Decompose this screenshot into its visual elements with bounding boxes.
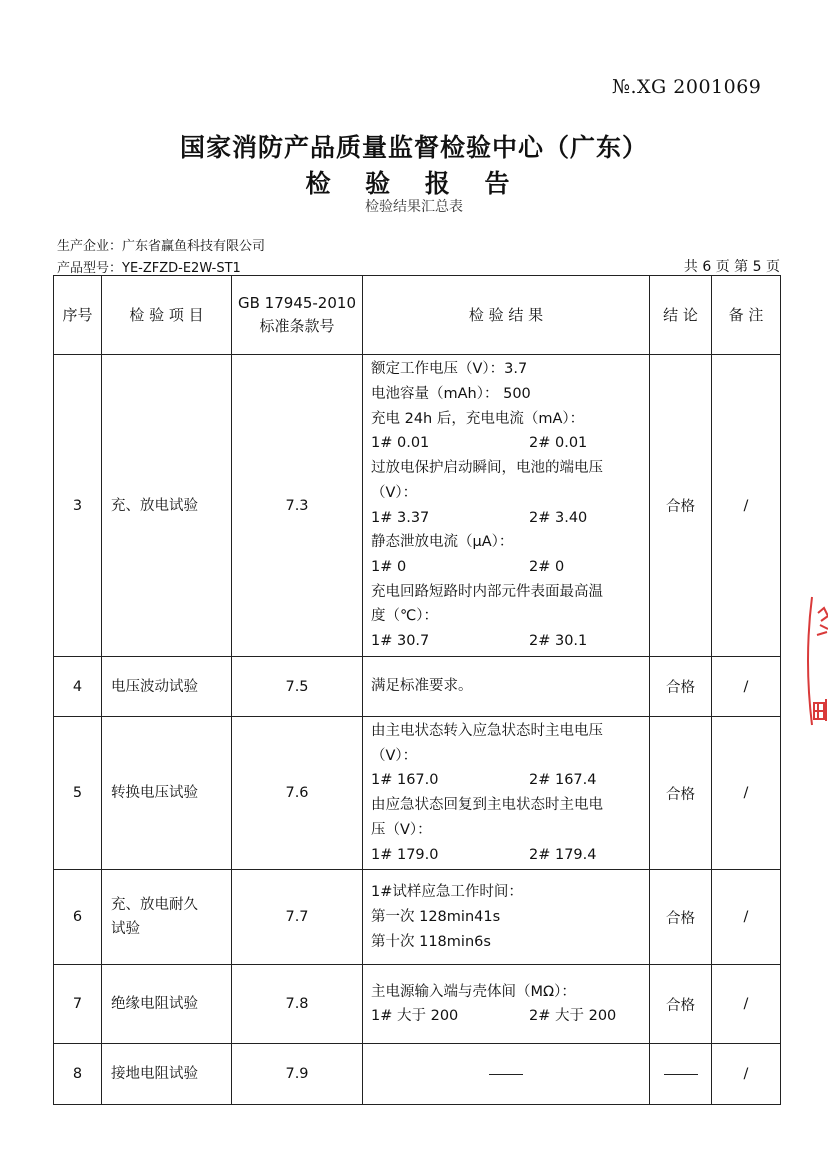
sample-2-value: 2# 179.4 xyxy=(529,846,597,863)
row-no: 4 xyxy=(54,657,102,717)
report-title: 国家消防产品质量监督检验中心（广东） xyxy=(179,133,648,162)
sample-1-value: 1# 0 xyxy=(371,558,407,575)
header-clause-label: 标准条款号 xyxy=(259,317,335,335)
row-clause: 7.7 xyxy=(232,870,363,965)
result-line: （V）： xyxy=(371,747,418,764)
row-conclusion: 合格 xyxy=(650,965,712,1044)
table-row xyxy=(54,870,781,965)
sample-2-value: 2# 0.01 xyxy=(529,435,588,452)
page-info: 共 6 页 第 5 页 xyxy=(683,259,780,275)
table-caption: 检验结果汇总表 xyxy=(365,199,463,215)
table-header-row xyxy=(54,276,781,355)
sample-2-value: 2# 3.40 xyxy=(529,509,588,526)
header-no: 序号 xyxy=(54,276,102,355)
sample-1-value: 1# 3.37 xyxy=(371,509,430,526)
header-clause xyxy=(232,276,363,355)
row-clause: 7.9 xyxy=(232,1044,363,1105)
row-remark: / xyxy=(712,657,781,717)
result-pair xyxy=(371,506,645,531)
product-model: 产品型号：YE-ZFZD-E2W-ST1 xyxy=(57,261,241,276)
row-conclusion: 合格 xyxy=(650,717,712,870)
row-conclusion xyxy=(650,1044,712,1105)
sample-2-value: 2# 167.4 xyxy=(529,772,597,789)
row-item xyxy=(102,870,232,965)
result-line: 由应急状态回复到主电状态时主电电 xyxy=(371,797,603,814)
header-item: 检 验 项 目 xyxy=(102,276,232,355)
row-conclusion: 合格 xyxy=(650,870,712,965)
result-line: 电池容量（mAh）： 500 xyxy=(371,385,531,402)
row-remark: / xyxy=(712,1044,781,1105)
result-line: 1#试样应急工作时间： xyxy=(371,884,523,901)
report-subtitle: 检 验 报 告 xyxy=(305,169,523,198)
table-row xyxy=(54,717,781,870)
result-pair xyxy=(371,768,645,793)
row-no: 3 xyxy=(54,355,102,657)
header-conclusion: 结 论 xyxy=(650,276,712,355)
manufacturer: 生产企业：广东省赢鱼科技有限公司 xyxy=(57,239,266,254)
sample-1-value: 1# 0.01 xyxy=(371,435,430,452)
result-line: 第十次 118min6s xyxy=(371,933,491,950)
row-conclusion: 合格 xyxy=(650,355,712,657)
row-result xyxy=(363,717,650,870)
row-clause: 7.5 xyxy=(232,657,363,717)
result-pair xyxy=(371,431,645,456)
sample-1-value: 1# 30.7 xyxy=(371,633,430,650)
row-result xyxy=(363,355,650,657)
row-clause: 7.6 xyxy=(232,717,363,870)
table-row xyxy=(54,657,781,717)
table-row xyxy=(54,965,781,1044)
sample-2-value: 2# 0 xyxy=(529,558,565,575)
row-item: 充、放电试验 xyxy=(102,355,232,657)
row-result xyxy=(363,657,650,717)
result-line: 度（℃）： xyxy=(371,608,439,625)
row-remark: / xyxy=(712,870,781,965)
row-no: 8 xyxy=(54,1044,102,1105)
row-clause: 7.8 xyxy=(232,965,363,1044)
result-line: 第一次 128min41s xyxy=(371,908,501,925)
row-remark: / xyxy=(712,717,781,870)
result-pair xyxy=(371,629,645,654)
result-line: 静态泄放电流（μA）： xyxy=(371,534,514,551)
row-result xyxy=(363,965,650,1044)
result-line: （V）： xyxy=(371,484,418,501)
table-row xyxy=(54,355,781,657)
sample-2-value: 2# 30.1 xyxy=(529,633,588,650)
sample-1-value: 1# 大于 200 xyxy=(371,1008,459,1025)
row-item: 电压波动试验 xyxy=(102,657,232,717)
row-remark: / xyxy=(712,965,781,1044)
row-result xyxy=(363,870,650,965)
row-item-line: 充、放电耐久 xyxy=(111,897,198,914)
row-item: 绝缘电阻试验 xyxy=(102,965,232,1044)
result-pair xyxy=(371,555,645,580)
row-item: 接地电阻试验 xyxy=(102,1044,232,1105)
result-line: 满足标准要求。 xyxy=(371,678,473,695)
row-item: 转换电压试验 xyxy=(102,717,232,870)
header-remark: 备 注 xyxy=(712,276,781,355)
row-no: 5 xyxy=(54,717,102,870)
result-line: 压（V）： xyxy=(371,821,432,838)
row-no: 6 xyxy=(54,870,102,965)
sample-1-value: 1# 179.0 xyxy=(371,846,439,863)
result-pair xyxy=(371,1004,645,1029)
header-result: 检 验 结 果 xyxy=(363,276,650,355)
sample-1-value: 1# 167.0 xyxy=(371,772,439,789)
header-clause-standard: GB 17945-2010 xyxy=(238,294,356,312)
row-remark: / xyxy=(712,355,781,657)
row-no: 7 xyxy=(54,965,102,1044)
results-table xyxy=(53,275,781,1105)
result-line: 由主电状态转入应急状态时主电电压 xyxy=(371,723,603,739)
result-line: 充电 24h 后，充电电流（mA）： xyxy=(371,410,585,427)
empty-dash xyxy=(489,1074,523,1075)
result-line: 过放电保护启动瞬间，电池的端电压 xyxy=(371,460,603,477)
result-line: 充电回路短路时内部元件表面最高温 xyxy=(371,583,603,600)
row-result xyxy=(363,1044,650,1105)
row-conclusion: 合格 xyxy=(650,657,712,717)
result-line: 额定工作电压（V）：3.7 xyxy=(371,361,528,378)
result-line: 主电源输入端与壳体间（MΩ）： xyxy=(371,983,576,1000)
red-seal-stamp xyxy=(790,585,828,735)
row-clause: 7.3 xyxy=(232,355,363,657)
result-pair xyxy=(371,843,645,868)
report-number: №.XG 2001069 xyxy=(612,76,762,98)
table-row xyxy=(54,1044,781,1105)
empty-dash xyxy=(664,1074,698,1075)
sample-2-value: 2# 大于 200 xyxy=(529,1008,617,1025)
row-item-line: 试验 xyxy=(111,921,140,938)
